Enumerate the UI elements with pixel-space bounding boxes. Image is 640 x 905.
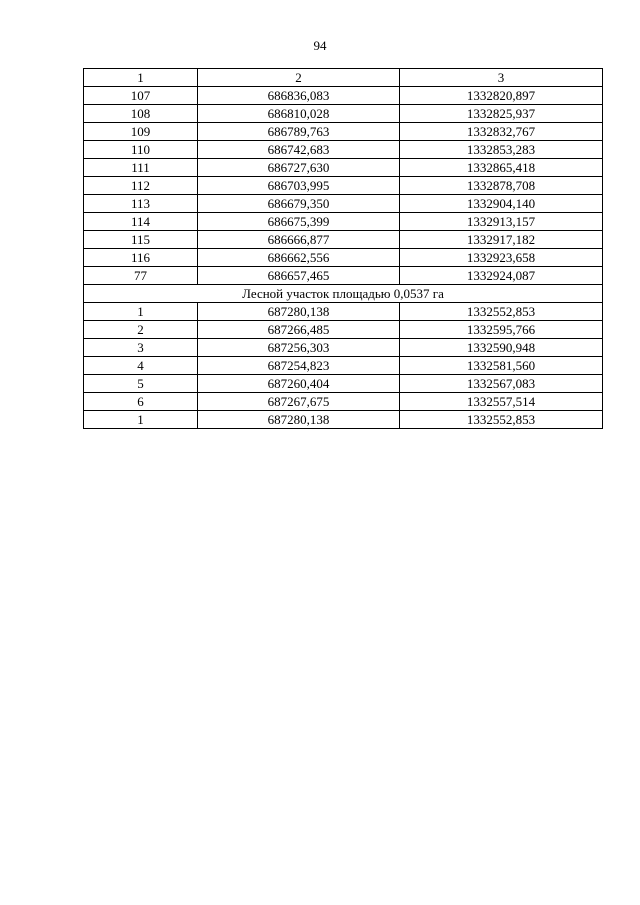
y-coordinate-cell: 1332832,767 — [400, 123, 603, 141]
x-coordinate-cell: 687280,138 — [198, 303, 400, 321]
table-row — [84, 375, 603, 393]
point-number-cell: 3 — [84, 339, 198, 357]
section-title-row — [84, 285, 603, 303]
point-number-cell: 111 — [84, 159, 198, 177]
table-row — [84, 231, 603, 249]
table-row — [84, 339, 603, 357]
point-number-cell: 6 — [84, 393, 198, 411]
y-coordinate-cell: 1332581,560 — [400, 357, 603, 375]
y-coordinate-cell: 1332595,766 — [400, 321, 603, 339]
y-coordinate-cell: 1332557,514 — [400, 393, 603, 411]
point-number-cell: 115 — [84, 231, 198, 249]
table-row — [84, 159, 603, 177]
point-number-cell: 116 — [84, 249, 198, 267]
coordinates-table — [83, 68, 603, 429]
point-number-cell: 108 — [84, 105, 198, 123]
x-coordinate-cell: 686742,683 — [198, 141, 400, 159]
y-coordinate-cell: 1332923,658 — [400, 249, 603, 267]
y-coordinate-cell: 1332820,897 — [400, 87, 603, 105]
y-coordinate-cell: 1332590,948 — [400, 339, 603, 357]
table-row — [84, 213, 603, 231]
y-coordinate-cell: 1332878,708 — [400, 177, 603, 195]
y-coordinate-cell: 1332567,083 — [400, 375, 603, 393]
x-coordinate-cell: 686727,630 — [198, 159, 400, 177]
point-number-cell: 4 — [84, 357, 198, 375]
x-coordinate-cell: 686836,083 — [198, 87, 400, 105]
table-row — [84, 123, 603, 141]
table-row — [84, 321, 603, 339]
x-coordinate-cell: 686675,399 — [198, 213, 400, 231]
page-number: 94 — [313, 38, 327, 53]
x-coordinate-cell: 686666,877 — [198, 231, 400, 249]
y-coordinate-cell: 1332552,853 — [400, 303, 603, 321]
table-row — [84, 249, 603, 267]
x-coordinate-cell: 686789,763 — [198, 123, 400, 141]
point-number-cell: 112 — [84, 177, 198, 195]
table-row — [84, 303, 603, 321]
table-row — [84, 411, 603, 429]
point-number-cell: 77 — [84, 267, 198, 285]
table-row — [84, 141, 603, 159]
y-coordinate-cell: 1332853,283 — [400, 141, 603, 159]
y-coordinate-cell: 1332917,182 — [400, 231, 603, 249]
x-coordinate-cell: 686662,556 — [198, 249, 400, 267]
x-coordinate-cell: 687256,303 — [198, 339, 400, 357]
point-number-cell: 113 — [84, 195, 198, 213]
point-number-cell: 2 — [84, 321, 198, 339]
header-cell-x: 2 — [198, 69, 400, 87]
table-row — [84, 177, 603, 195]
x-coordinate-cell: 686703,995 — [198, 177, 400, 195]
header-cell-point: 1 — [84, 69, 198, 87]
x-coordinate-cell: 687260,404 — [198, 375, 400, 393]
x-coordinate-cell: 686679,350 — [198, 195, 400, 213]
y-coordinate-cell: 1332865,418 — [400, 159, 603, 177]
y-coordinate-cell: 1332825,937 — [400, 105, 603, 123]
point-number-cell: 107 — [84, 87, 198, 105]
y-coordinate-cell: 1332913,157 — [400, 213, 603, 231]
x-coordinate-cell: 687266,485 — [198, 321, 400, 339]
table-header-row — [84, 69, 603, 87]
section-title: Лесной участок площадью 0,0537 га — [84, 285, 603, 303]
table-row — [84, 357, 603, 375]
coordinates-table-body — [84, 69, 603, 429]
y-coordinate-cell: 1332904,140 — [400, 195, 603, 213]
point-number-cell: 1 — [84, 303, 198, 321]
x-coordinate-cell: 686810,028 — [198, 105, 400, 123]
table-row — [84, 267, 603, 285]
point-number-cell: 5 — [84, 375, 198, 393]
x-coordinate-cell: 687254,823 — [198, 357, 400, 375]
x-coordinate-cell: 687280,138 — [198, 411, 400, 429]
point-number-cell: 110 — [84, 141, 198, 159]
table-row — [84, 87, 603, 105]
table-row — [84, 195, 603, 213]
table-row — [84, 393, 603, 411]
x-coordinate-cell: 687267,675 — [198, 393, 400, 411]
point-number-cell: 109 — [84, 123, 198, 141]
y-coordinate-cell: 1332552,853 — [400, 411, 603, 429]
header-cell-y: 3 — [400, 69, 603, 87]
y-coordinate-cell: 1332924,087 — [400, 267, 603, 285]
point-number-cell: 1 — [84, 411, 198, 429]
point-number-cell: 114 — [84, 213, 198, 231]
table-row — [84, 105, 603, 123]
x-coordinate-cell: 686657,465 — [198, 267, 400, 285]
